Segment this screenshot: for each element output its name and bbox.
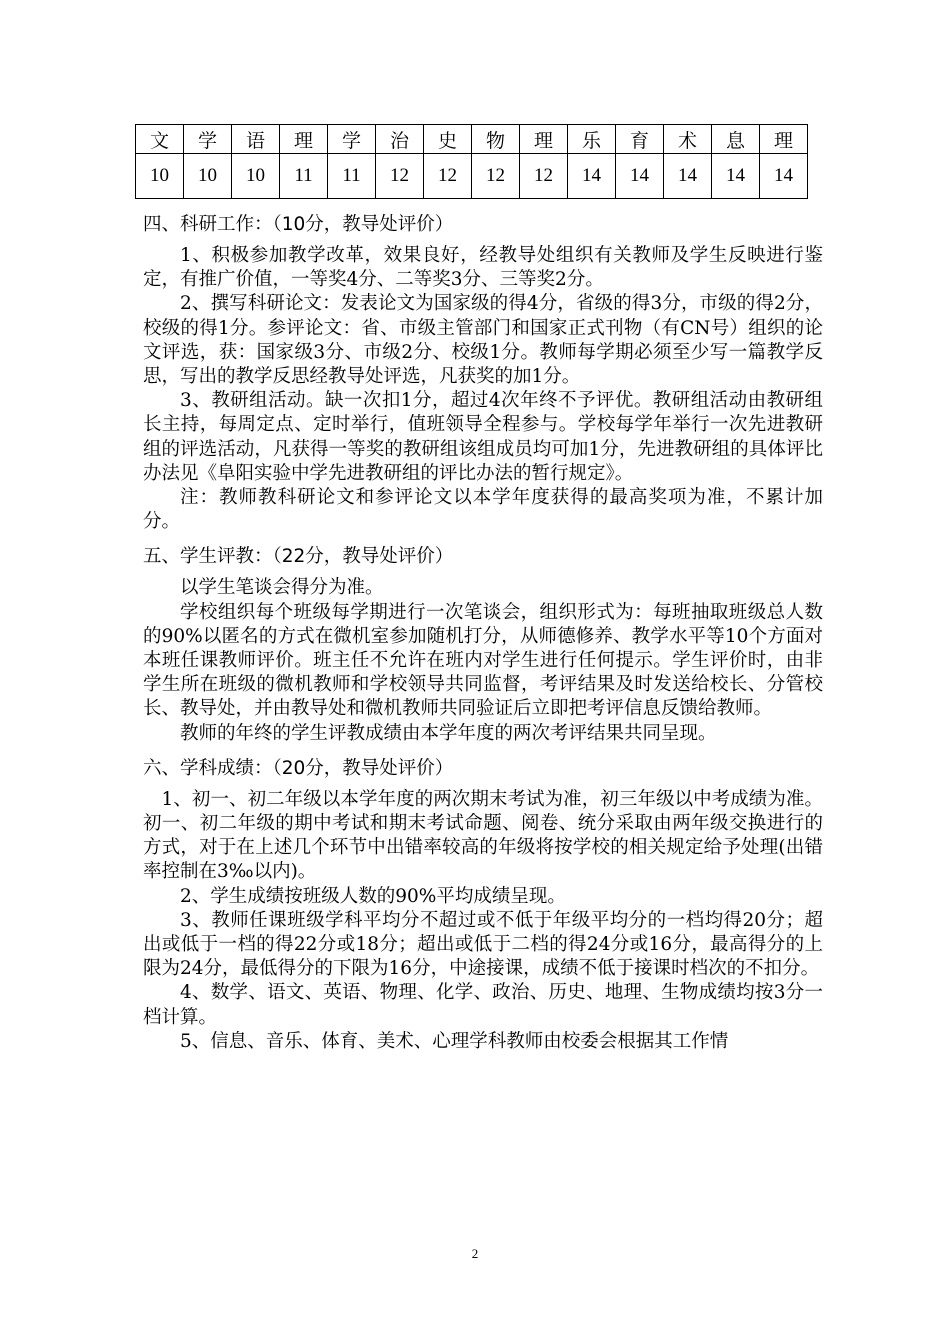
table-row: [136, 154, 808, 199]
table-cell: 乐: [568, 125, 616, 154]
paragraph: 3、教师任课班级学科平均分不超过或不低于年级平均分的一档均得20分；超出或低于一档的得22分或18分；超出或低于二档的得24分或16分，最高得分的上限为24分，最低得分的下限为16分，中途接课，成绩不低于接课时档次的不扣分。: [143, 909, 823, 980]
table-cell: 治: [376, 125, 424, 154]
table-cell: 学: [184, 125, 232, 154]
table-cell: 14: [568, 154, 616, 199]
table-cell: 学: [328, 125, 376, 154]
table-cell: 理: [520, 125, 568, 154]
section-heading-student-evaluation: 五、学生评教：（22分，教导处评价）: [143, 546, 454, 568]
table-cell: 理: [280, 125, 328, 154]
paragraph: 2、撰写科研论文：发表论文为国家级的得4分，省级的得3分，市级的得2分，校级的得1分。参评论文：省、市级主管部门和国家正式刊物（有CN号）组织的论文评选，获：国家级3分、市级2分、校级1分。教师每学期必须至少写一篇教学反思，写出的教学反思经教导处评选，凡获奖的加1分。: [143, 293, 823, 388]
table-cell: 12: [472, 154, 520, 199]
table-cell: 12: [520, 154, 568, 199]
section-heading-research: 四、科研工作：（10分，教导处评价）: [143, 214, 454, 235]
paragraph: 4、数学、语文、英语、物理、化学、政治、历史、地理、生物成绩均按3分一档计算。: [143, 982, 823, 1028]
paragraph: 1、初一、初二年级以本学年度的两次期末考试为准，初三年级以中考成绩为准。初一、初二年级的期中考试和期末考试命题、阅卷、统分采取由两年级交换进行的方式，对于在上述几个环节中出错率较高的年级将按学校的相关规定给予处理(出错率控制在3‰以内)。: [143, 788, 823, 883]
table-cell: 育: [616, 125, 664, 154]
table-cell: 物: [472, 125, 520, 154]
table-cell: 14: [712, 154, 760, 199]
table-cell: 14: [616, 154, 664, 199]
table-cell: 10: [232, 154, 280, 199]
table-cell: 10: [184, 154, 232, 199]
page-number: 2: [471, 1246, 479, 1261]
score-table: [135, 124, 808, 199]
paragraph: 以学生笔谈会得分为准。: [180, 577, 384, 599]
paragraph: 学校组织每个班级每学期进行一次笔谈会，组织形式为：每班抽取班级总人数的90%以匿名的方式在微机室参加随机打分，从师德修养、教学水平等10个方面对本班任课教师评价。班主任不允许在班内对学生进行任何提示。学生评价时，由非学生所在班级的微机教师和学校领导共同监督，考评结果及时发送给校长、分管校长、教导处，并由教导处和微机教师共同验证后立即把考评信息反馈给教师。: [143, 601, 823, 720]
table-cell: 10: [136, 154, 184, 199]
paragraph: 2、学生成绩按班级人数的90%平均成绩呈现。: [180, 885, 566, 907]
paragraph: 注：教师教科研论文和参评论文以本学年度获得的最高奖项为准，不累计加分。: [143, 487, 823, 533]
table-cell: 文: [136, 125, 184, 154]
table-cell: 术: [664, 125, 712, 154]
paragraph: 5、信息、音乐、体育、美术、心理学科教师由校委会根据其工作情: [180, 1030, 729, 1052]
table-cell: 语: [232, 125, 280, 154]
table-cell: 14: [664, 154, 712, 199]
table-cell: 11: [280, 154, 328, 199]
table-cell: 理: [760, 125, 808, 154]
table-cell: 14: [760, 154, 808, 199]
table-row: [136, 125, 808, 154]
paragraph: 3、教研组活动。缺一次扣1分，超过4次年终不予评优。教研组活动由教研组长主持，每周定点、定时举行，值班领导全程参与。学校每学年举行一次先进教研组的评选活动，凡获得一等奖的教研组该组成员均可加1分，先进教研组的具体评比办法见《阜阳实验中学先进教研组的评比办法的暂行规定》。: [143, 390, 823, 484]
table-cell: 12: [376, 154, 424, 199]
table-cell: 史: [424, 125, 472, 154]
paragraph: 教师的年终的学生评教成绩由本学年度的两次考评结果共同呈现。: [180, 722, 717, 744]
table-cell: 息: [712, 125, 760, 154]
section-heading-subject-scores: 六、学科成绩：（20分，教导处评价）: [143, 757, 454, 779]
table-cell: 12: [424, 154, 472, 199]
document-body: [143, 210, 823, 1054]
paragraph: 1、积极参加教学改革，效果良好，经教导处组织有关教师及学生反映进行鉴定，有推广价值，一等奖4分、二等奖3分、三等奖2分。: [143, 245, 823, 291]
table-cell: 11: [328, 154, 376, 199]
